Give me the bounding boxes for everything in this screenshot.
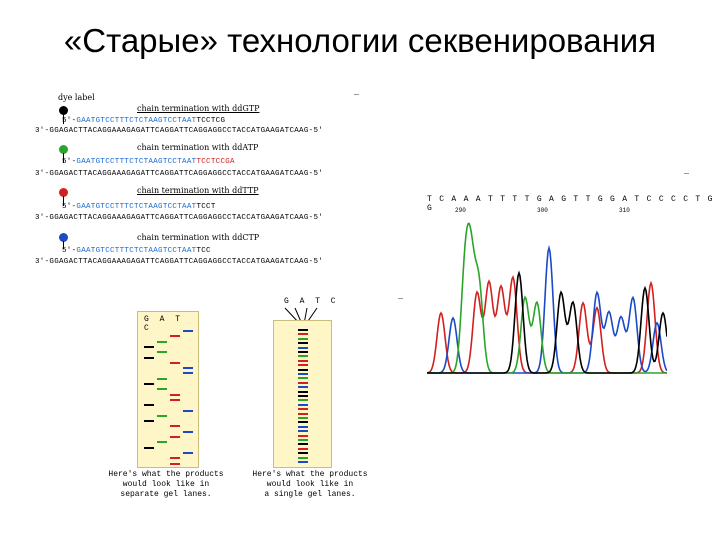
gel-band xyxy=(298,364,308,366)
gel-band xyxy=(298,351,308,353)
gel-band xyxy=(298,329,308,331)
gel-band xyxy=(183,372,193,374)
gel-band xyxy=(157,415,167,417)
gel-band xyxy=(144,383,154,385)
gel-band xyxy=(298,377,308,379)
gel-band xyxy=(157,378,167,380)
separate-lanes-caption: Here's what the products would look like in separate gel lanes. xyxy=(108,470,224,499)
primer-strand-g: 5'-GAATGTCCTTTCTCTAAGTCCTAATTCCTCG xyxy=(62,117,226,125)
reaction-label-g: chain termination with ddGTP xyxy=(137,104,260,113)
gel-band xyxy=(298,395,308,397)
position-290: 290 xyxy=(455,207,466,214)
gel-band xyxy=(144,404,154,406)
chromatogram xyxy=(427,215,667,375)
gel-band xyxy=(298,448,308,450)
gel-band xyxy=(298,391,308,393)
gel-band xyxy=(170,463,180,465)
gel-band xyxy=(170,425,180,427)
template-strand-c: 3'-GGAGACTTACAGGAAAGAGATTCAGGATTCAGGAGGCCTACCATGAAGATCAAG-5' xyxy=(35,258,324,266)
gel-band xyxy=(298,386,308,388)
template-strand-g: 3'-GGAGACTTACAGGAAAGAGATTCAGGATTCAGGAGGCCTACCATGAAGATCAAG-5' xyxy=(35,127,324,135)
gel-band xyxy=(170,436,180,438)
single-lane-caption: Here's what the products would look like in a single gel lanes. xyxy=(252,470,368,499)
gel-band xyxy=(183,410,193,412)
gel-band xyxy=(183,367,193,369)
gel-band xyxy=(298,461,308,463)
position-310: 310 xyxy=(619,207,630,214)
gel-band xyxy=(144,420,154,422)
gel-band xyxy=(183,330,193,332)
primer-strand-c: 5'-GAATGTCCTTTCTCTAAGTCCTAATTCC xyxy=(62,247,211,255)
reaction-label-t: chain termination with ddTTP xyxy=(137,186,259,195)
gel-band xyxy=(298,342,308,344)
gel-band xyxy=(298,404,308,406)
gel-band xyxy=(144,447,154,449)
tick-mark xyxy=(684,173,689,174)
gel-band xyxy=(170,457,180,459)
primer-strand-t: 5'-GAATGTCCTTTCTCTAAGTCCTAATTCCT xyxy=(62,203,216,211)
gel-band xyxy=(157,351,167,353)
gel-band xyxy=(157,388,167,390)
gel-band xyxy=(183,431,193,433)
reaction-label-a: chain termination with ddATP xyxy=(137,143,259,152)
lane-header: G A T C xyxy=(144,315,184,333)
gel-band xyxy=(144,346,154,348)
gel-band xyxy=(157,341,167,343)
base-calls: T C A A A T T T T G A G T T G G A T C C C C T G G xyxy=(427,195,714,213)
gel-band xyxy=(298,426,308,428)
gel-band xyxy=(298,452,308,454)
reaction-label-c: chain termination with ddCTP xyxy=(137,233,260,242)
gel-band xyxy=(298,373,308,375)
gel-band xyxy=(170,362,180,364)
gel-band xyxy=(157,441,167,443)
slide-title: «Старые» технологии секвенирования xyxy=(63,22,657,59)
gel-band xyxy=(298,408,308,410)
primer-strand-a: 5'-GAATGTCCTTTCTCTAAGTCCTAATTCCTCCGA xyxy=(62,158,235,166)
gel-band xyxy=(298,333,308,335)
gel-band xyxy=(298,355,308,357)
gel-band xyxy=(298,421,308,423)
gel-band xyxy=(183,452,193,454)
gel-band xyxy=(298,417,308,419)
template-strand-t: 3'-GGAGACTTACAGGAAAGAGATTCAGGATTCAGGAGGCCTACCATGAAGATCAAG-5' xyxy=(35,214,324,222)
position-300: 300 xyxy=(537,207,548,214)
gel-band xyxy=(298,360,308,362)
gel-band xyxy=(170,335,180,337)
gel-band xyxy=(298,413,308,415)
gel-band xyxy=(298,435,308,437)
gel-band xyxy=(298,369,308,371)
dye-label-text: dye label xyxy=(58,93,95,102)
trace-t xyxy=(427,277,667,373)
gel-band xyxy=(144,357,154,359)
single-lane-gel xyxy=(273,320,332,468)
tick-mark xyxy=(354,94,359,95)
gel-band xyxy=(298,382,308,384)
gel-band xyxy=(298,338,308,340)
gel-band xyxy=(170,394,180,396)
gel-band xyxy=(298,399,308,401)
gel-band xyxy=(298,439,308,441)
gel-band xyxy=(298,347,308,349)
trace-a xyxy=(427,223,667,373)
gel-band xyxy=(298,457,308,459)
gel-band xyxy=(298,430,308,432)
separate-lanes-gel xyxy=(137,311,199,468)
gel-band xyxy=(170,399,180,401)
single-lane-header: G A T C xyxy=(284,297,339,306)
gel-band xyxy=(298,443,308,445)
tick-mark xyxy=(398,298,403,299)
template-strand-a: 3'-GGAGACTTACAGGAAAGAGATTCAGGATTCAGGAGGCCTACCATGAAGATCAAG-5' xyxy=(35,170,324,178)
